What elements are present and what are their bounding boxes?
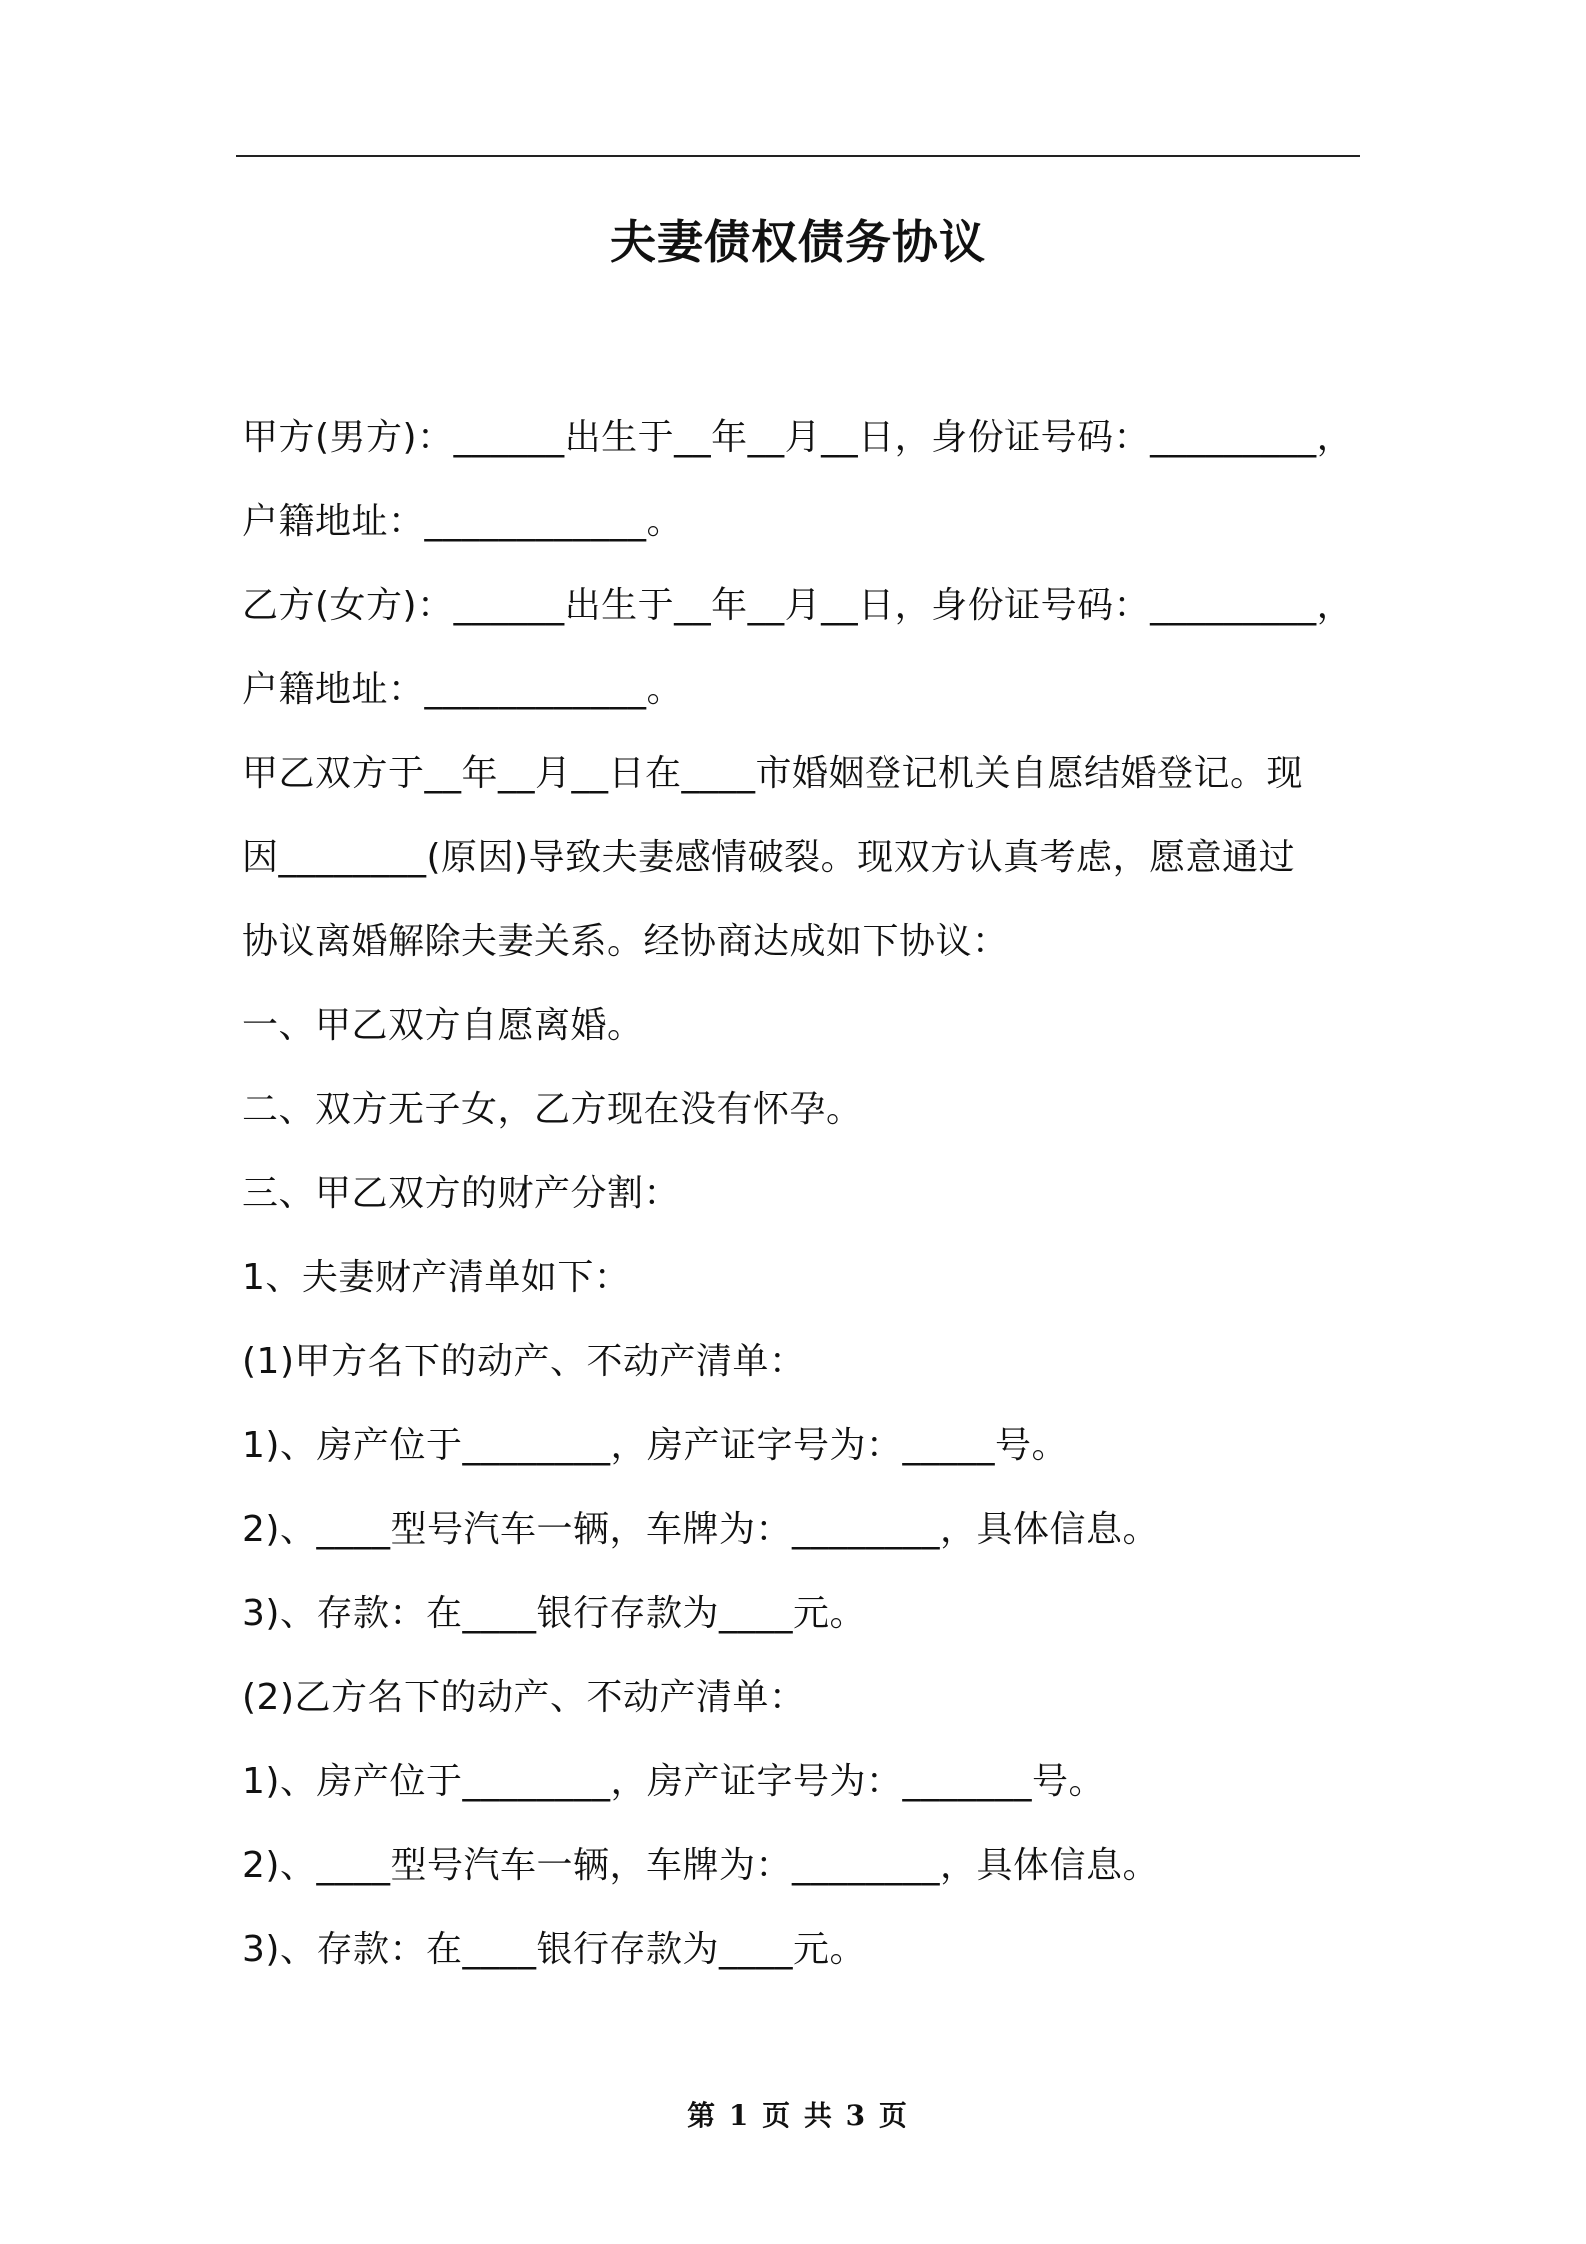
- party-b-deposit-item: 3)、存款：在____银行存款为____元。: [242, 1929, 866, 1970]
- property-list-heading: 1、夫妻财产清单如下：: [242, 1257, 631, 1298]
- party-b-address-line: 户籍地址：____________。: [242, 669, 684, 710]
- document-body: [242, 408, 1362, 2004]
- party-a-deposit-item: 3)、存款：在____银行存款为____元。: [242, 1593, 866, 1634]
- clause-one: 一、甲乙双方自愿离婚。: [242, 1005, 644, 1046]
- party-a-house-item: 1)、房产位于________，房产证字号为：_____号。: [242, 1425, 1068, 1466]
- header-divider: [236, 155, 1360, 157]
- reason-line: 因________(原因)导致夫妻感情破裂。现双方认真考虑，愿意通过: [242, 837, 1296, 878]
- agreement-intro-line: 协议离婚解除夫妻关系。经协商达成如下协议：: [242, 921, 1009, 962]
- party-b-info-line: 乙方(女方)：______出生于__年__月__日，身份证号码：_________，: [242, 585, 1354, 626]
- clause-two: 二、双方无子女，乙方现在没有怀孕。: [242, 1089, 863, 1130]
- marriage-registration-line: 甲乙双方于__年__月__日在____市婚姻登记机关自愿结婚登记。现: [242, 753, 1304, 794]
- party-b-car-item: 2)、____型号汽车一辆，车牌为：________，具体信息。: [242, 1845, 1159, 1886]
- party-a-address-line: 户籍地址：____________。: [242, 501, 684, 542]
- party-b-assets-heading: (2)乙方名下的动产、不动产清单：: [242, 1677, 806, 1718]
- party-a-assets-heading: (1)甲方名下的动产、不动产清单：: [242, 1341, 806, 1382]
- page-number-footer: 第 1 页 共 3 页: [687, 2099, 909, 2132]
- party-a-info-line: 甲方(男方)：______出生于__年__月__日，身份证号码：_________，: [242, 417, 1354, 458]
- party-a-car-item: 2)、____型号汽车一辆，车牌为：________，具体信息。: [242, 1509, 1159, 1550]
- clause-three: 三、甲乙双方的财产分割：: [242, 1173, 681, 1214]
- party-b-house-item: 1)、房产位于________，房产证字号为：_______号。: [242, 1761, 1105, 1802]
- document-title: 夫妻债权债务协议: [610, 215, 986, 269]
